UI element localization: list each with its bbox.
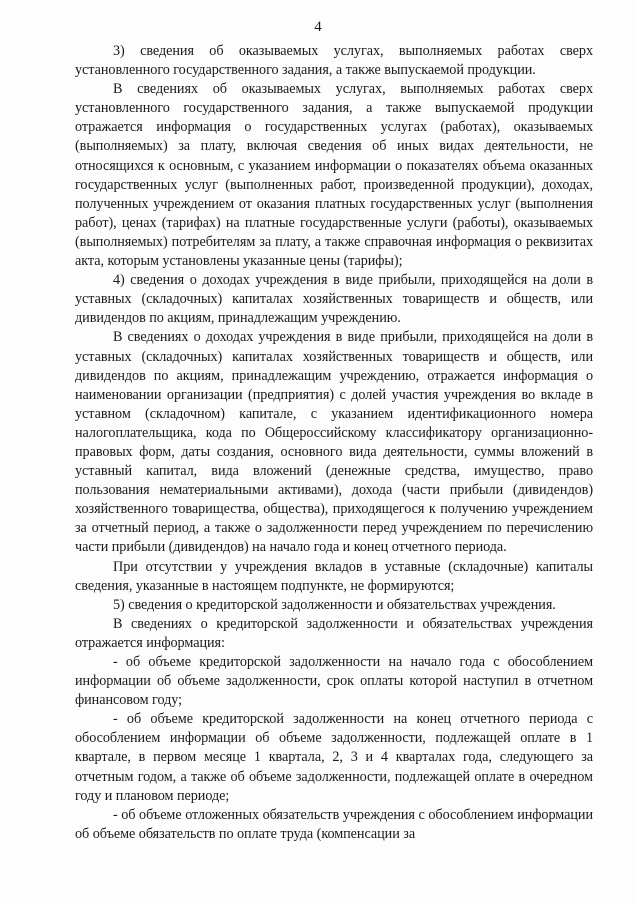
document-body — [75, 42, 593, 844]
page-number: 4 — [314, 19, 322, 35]
paragraph-services-details: В сведениях об оказываемых услугах, выполняемых работах сверх установленного государственного задания, а также выпускаемой продукции отражается информация о государственных услугах (работах), оказываемых (выполняемых) за плату, включая сведения об иных видах деятельности, не относящихся к основным, с указанием информации о показателях объема оказанных государственных услуг (выполненных работ, произведенной продукции), доходах, полученных учреждением от оказания платных государственных услуг (выполнения работ), ценах (тарифах) на платные государственные услуги (работы), оказываемых (выполняемых) потребителям за плату, а также справочная информация о реквизитах акта, которым установлены указанные цены (тарифы); — [75, 81, 593, 270]
paragraph-deferred-obligations: - об объеме отложенных обязательств учреждения с обособлением информации об объеме обязательств по оплате труда (компенсации за — [75, 806, 593, 842]
paragraph-payables-intro: В сведениях о кредиторской задолженности и обязательствах учреждения отражается информация: — [75, 615, 593, 651]
paragraph-no-contributions: При отсутствии у учреждения вкладов в уставные (складочные) капиталы сведения, указанные в настоящем подпункте, не формируются; — [75, 558, 593, 594]
paragraph-income-details: В сведениях о доходах учреждения в виде прибыли, приходящейся на доли в уставных (складочных) капиталах хозяйственных товариществ и обществ, или дивидендов по акциям, принадлежащим учреждению, отражается информация о наименовании организации (предприятия) с долей участия учреждения во вкладе в уставном (складочном) капитале, с указанием идентификационного номера налогоплательщика, кода по Общероссийскому классификатору организационно-правовых форм, даты создания, основного вида деятельности, суммы вложений в уставный капитал, вида вложений (денежные средства, имущество, право пользования нематериальными активами), дохода (части прибыли (дивидендов) хозяйственного товарищества, общества), приходящегося к получению учреждением за отчетный период, а также о задолженности перед учреждением по перечислению части прибыли (дивидендов) на начало года и конец отчетного периода. — [75, 329, 593, 556]
paragraph-item-5: 5) сведения о кредиторской задолженности и обязательствах учреждения. — [113, 596, 556, 613]
paragraph-item-3: 3) сведения об оказываемых услугах, выполняемых работах сверх установленного государственного задания, а также выпускаемой продукции. — [75, 43, 593, 79]
paragraph-payables-start-of-year: - об объеме кредиторской задолженности на начало года с обособлением информации об объеме задолженности, срок оплаты которой наступил в отчетном финансовом году; — [75, 654, 593, 709]
paragraph-item-4: 4) сведения о доходах учреждения в виде прибыли, приходящейся на доли в уставных (складочных) капиталах хозяйственных товариществ и обществ, или дивидендов по акциям, принадлежащим учреждению. — [75, 272, 593, 327]
paragraph-payables-end-of-period: - об объеме кредиторской задолженности на конец отчетного периода с обособлением информации об объеме задолженности, подлежащей оплате в 1 квартале, в первом месяце 1 квартала, 2, 3 и 4 кварталах года, следующего за отчетным годом, а также об объеме задолженности, подлежащей оплате в очередном году и плановом периоде; — [75, 711, 593, 804]
